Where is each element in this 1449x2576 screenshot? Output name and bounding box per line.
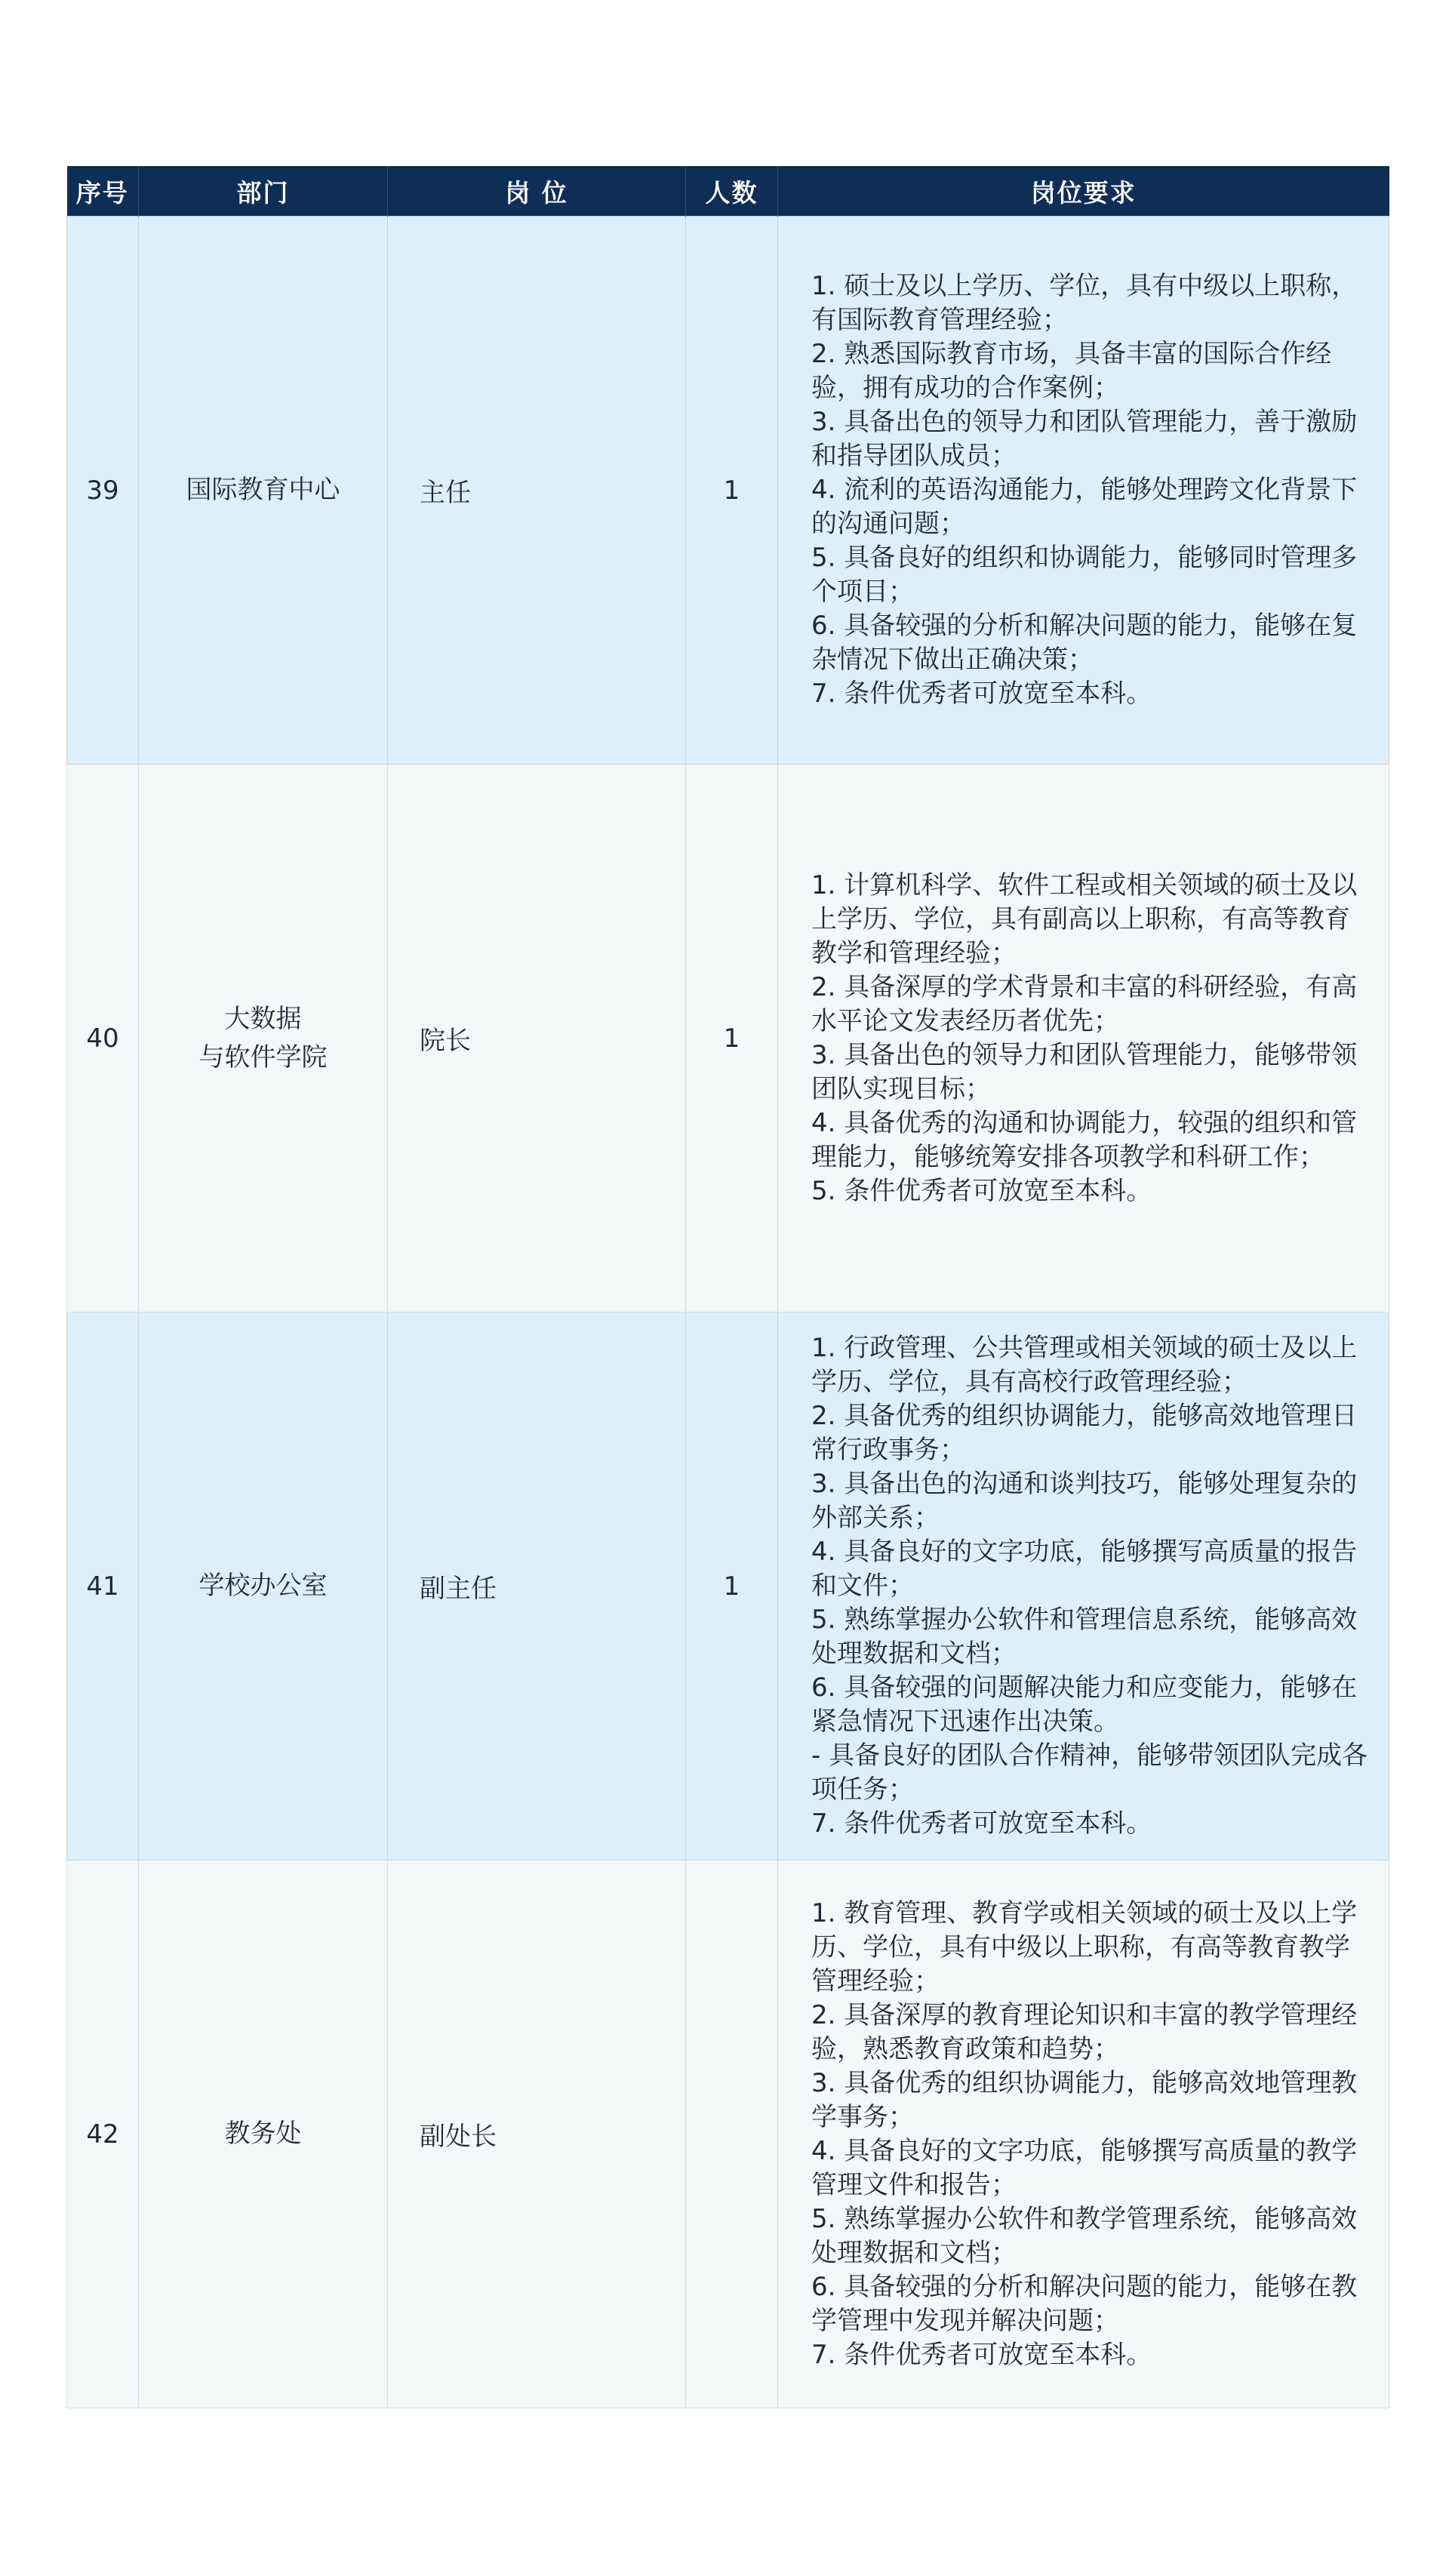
requirement-item: 6. 具备较强的分析和解决问题的能力，能够在复杂情况下做出正确决策； xyxy=(811,611,1358,675)
requirement-item: 6. 具备较强的问题解决能力和应变能力，能够在紧急情况下迅速作出决策。 xyxy=(811,1673,1358,1737)
table-row xyxy=(67,1313,1389,1860)
row-department xyxy=(139,217,388,765)
requirement-item: 7. 条件优秀者可放宽至本科。 xyxy=(811,679,1152,709)
row-requirements xyxy=(778,1313,1389,1860)
header-position: 岗 位 xyxy=(388,166,686,217)
requirement-item: 1. 教育管理、教育学或相关领域的硕士及以上学历、学位，具有中级以上职称，有高等教育教学管理经验； xyxy=(811,1897,1358,1996)
row-position: 副处长 xyxy=(388,1860,686,2408)
requirement-item: 3. 具备出色的领导力和团队管理能力，能够带领团队实现目标； xyxy=(811,1039,1358,1104)
requirement-item: 6. 具备较强的分析和解决问题的能力，能够在教学管理中发现并解决问题； xyxy=(811,2271,1358,2336)
requirement-item: 1. 行政管理、公共管理或相关领域的硕士及以上学历、学位，具有高校行政管理经验； xyxy=(811,1333,1358,1397)
row-number: 42 xyxy=(67,1860,139,2408)
row-number: 39 xyxy=(67,217,139,765)
requirement-item: 3. 具备优秀的组织协调能力，能够高效地管理教学事务； xyxy=(811,2067,1358,2132)
requirement-item: 5. 熟练掌握办公软件和教学管理系统，能够高效处理数据和文档； xyxy=(811,2203,1358,2268)
header-dept: 部门 xyxy=(139,166,388,217)
row-number: 41 xyxy=(67,1313,139,1860)
requirement-item: 2. 具备深厚的学术背景和丰富的科研经验，有高水平论文发表经历者优先； xyxy=(811,971,1358,1036)
requirement-item: 2. 具备优秀的组织协调能力，能够高效地管理日常行政事务； xyxy=(811,1401,1358,1465)
header-count: 人数 xyxy=(686,166,778,217)
requirement-item: 5. 条件优秀者可放宽至本科。 xyxy=(811,1175,1152,1206)
row-count: 1 xyxy=(686,765,778,1313)
header-requirements: 岗位要求 xyxy=(778,166,1389,217)
table-row xyxy=(67,217,1389,765)
requirement-item: 2. 具备深厚的教育理论知识和丰富的教学管理经验，熟悉教育政策和趋势； xyxy=(811,1999,1358,2064)
requirement-item: 5. 熟练掌握办公软件和管理信息系统，能够高效处理数据和文档； xyxy=(811,1605,1358,1669)
row-department xyxy=(139,1313,388,1860)
row-department xyxy=(139,1860,388,2408)
requirement-item: 5. 具备良好的组织和协调能力，能够同时管理多个项目； xyxy=(811,543,1358,607)
requirement-item: 7. 条件优秀者可放宽至本科。 xyxy=(811,2339,1152,2370)
requirement-item: 1. 硕士及以上学历、学位，具有中级以上职称，有国际教育管理经验； xyxy=(811,271,1358,335)
row-count xyxy=(686,1860,778,2408)
job-requirements-table xyxy=(66,166,1389,2408)
requirement-item: 1. 计算机科学、软件工程或相关领域的硕士及以上学历、学位，具有副高以上职称，有高等教育教学和管理经验； xyxy=(811,869,1358,968)
table-row xyxy=(67,765,1389,1313)
table-row xyxy=(67,1860,1389,2408)
requirement-item: 4. 流利的英语沟通能力，能够处理跨文化背景下的沟通问题； xyxy=(811,475,1358,539)
requirement-item: 4. 具备良好的文字功底，能够撰写高质量的教学管理文件和报告； xyxy=(811,2135,1358,2200)
requirement-item: 4. 具备优秀的沟通和协调能力，较强的组织和管理能力，能够统筹安排各项教学和科研工作； xyxy=(811,1107,1358,1172)
department-line: 与软件学院 xyxy=(198,1042,328,1073)
requirement-item: 2. 熟悉国际教育市场，具备丰富的国际合作经验，拥有成功的合作案例； xyxy=(811,339,1332,403)
row-requirements xyxy=(778,765,1389,1313)
row-department xyxy=(139,765,388,1313)
header-no: 序号 xyxy=(67,166,139,217)
row-count: 1 xyxy=(686,1313,778,1860)
row-position: 院长 xyxy=(388,765,686,1313)
row-requirements xyxy=(778,217,1389,765)
requirement-item: 3. 具备出色的沟通和谈判技巧，能够处理复杂的外部关系； xyxy=(811,1469,1358,1533)
row-count: 1 xyxy=(686,217,778,765)
department-line: 学校办公室 xyxy=(198,1571,328,1601)
table-body xyxy=(67,217,1389,2408)
row-position: 副主任 xyxy=(388,1313,686,1860)
requirement-item: 4. 具备良好的文字功底，能够撰写高质量的报告和文件； xyxy=(811,1537,1358,1601)
requirement-item: 3. 具备出色的领导力和团队管理能力，善于激励和指导团队成员； xyxy=(811,407,1358,471)
department-line: 大数据 xyxy=(224,1003,302,1034)
row-requirements xyxy=(778,1860,1389,2408)
department-line: 国际教育中心 xyxy=(186,475,340,505)
table-header xyxy=(67,166,1389,217)
requirement-item: 7. 条件优秀者可放宽至本科。 xyxy=(811,1808,1152,1839)
row-position: 主任 xyxy=(388,217,686,765)
row-number: 40 xyxy=(67,765,139,1313)
department-line: 教务处 xyxy=(224,2119,302,2149)
requirement-item: - 具备良好的团队合作精神，能够带领团队完成各项任务； xyxy=(811,1740,1368,1805)
